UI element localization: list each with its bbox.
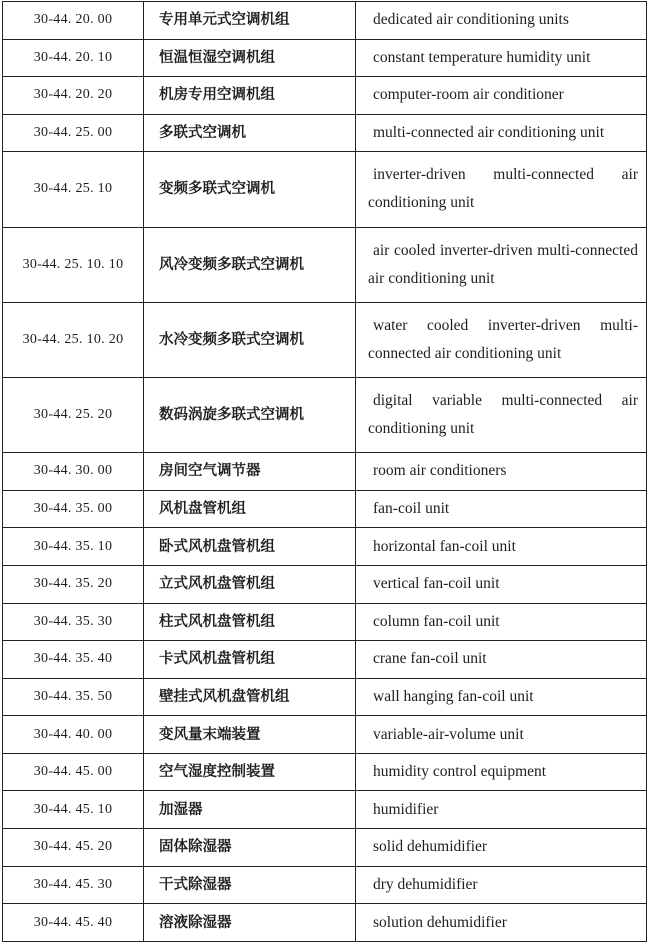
english-name-cell: constant temperature humidity unit [356, 39, 647, 77]
code-cell: 30-44. 45. 00 [3, 753, 144, 791]
table-row [3, 904, 647, 942]
code-cell: 30-44. 20. 00 [3, 2, 144, 40]
english-name-cell: air cooled inverter-driven multi-connected air conditioning unit [356, 227, 647, 302]
code-cell: 30-44. 45. 40 [3, 904, 144, 942]
table-row [3, 716, 647, 754]
english-name-cell: computer-room air conditioner [356, 77, 647, 115]
chinese-name-cell: 多联式空调机 [144, 114, 356, 152]
chinese-name-cell: 恒温恒湿空调机组 [144, 39, 356, 77]
chinese-name-cell: 专用单元式空调机组 [144, 2, 356, 40]
english-name-cell: variable-air-volume unit [356, 716, 647, 754]
table-row [3, 2, 647, 40]
table-row [3, 528, 647, 566]
code-cell: 30-44. 45. 10 [3, 791, 144, 829]
table-row [3, 77, 647, 115]
english-name-cell: humidity control equipment [356, 753, 647, 791]
chinese-name-cell: 水冷变频多联式空调机 [144, 302, 356, 377]
code-cell: 30-44. 35. 40 [3, 641, 144, 679]
chinese-name-cell: 柱式风机盘管机组 [144, 603, 356, 641]
table-row [3, 490, 647, 528]
english-name-cell: humidifier [356, 791, 647, 829]
table-row [3, 866, 647, 904]
chinese-name-cell: 变风量末端装置 [144, 716, 356, 754]
english-name-cell: crane fan-coil unit [356, 641, 647, 679]
code-cell: 30-44. 40. 00 [3, 716, 144, 754]
table-row [3, 678, 647, 716]
table-row [3, 565, 647, 603]
code-cell: 30-44. 45. 30 [3, 866, 144, 904]
table-row [3, 791, 647, 829]
table-row [3, 302, 647, 377]
table-row [3, 39, 647, 77]
code-cell: 30-44. 35. 30 [3, 603, 144, 641]
english-name-cell: room air conditioners [356, 453, 647, 491]
chinese-name-cell: 卧式风机盘管机组 [144, 528, 356, 566]
code-cell: 30-44. 35. 50 [3, 678, 144, 716]
code-cell: 30-44. 20. 10 [3, 39, 144, 77]
table-row [3, 753, 647, 791]
chinese-name-cell: 房间空气调节器 [144, 453, 356, 491]
classification-table [2, 1, 647, 942]
code-cell: 30-44. 20. 20 [3, 77, 144, 115]
code-cell: 30-44. 25. 10. 10 [3, 227, 144, 302]
english-name-cell: solid dehumidifier [356, 829, 647, 867]
chinese-name-cell: 空气湿度控制装置 [144, 753, 356, 791]
code-cell: 30-44. 25. 10 [3, 152, 144, 227]
table-row [3, 829, 647, 867]
english-name-cell: fan-coil unit [356, 490, 647, 528]
chinese-name-cell: 溶液除湿器 [144, 904, 356, 942]
chinese-name-cell: 立式风机盘管机组 [144, 565, 356, 603]
code-cell: 30-44. 25. 00 [3, 114, 144, 152]
chinese-name-cell: 卡式风机盘管机组 [144, 641, 356, 679]
english-name-cell: vertical fan-coil unit [356, 565, 647, 603]
code-cell: 30-44. 30. 00 [3, 453, 144, 491]
table-row [3, 453, 647, 491]
english-name-cell: water cooled inverter-driven multi-connected air conditioning unit [356, 302, 647, 377]
chinese-name-cell: 壁挂式风机盘管机组 [144, 678, 356, 716]
chinese-name-cell: 数码涡旋多联式空调机 [144, 377, 356, 452]
classification-table-container [2, 1, 647, 942]
table-row [3, 603, 647, 641]
chinese-name-cell: 机房专用空调机组 [144, 77, 356, 115]
chinese-name-cell: 固体除湿器 [144, 829, 356, 867]
english-name-cell: multi-connected air conditioning unit [356, 114, 647, 152]
table-row [3, 641, 647, 679]
table-row [3, 227, 647, 302]
english-name-cell: wall hanging fan-coil unit [356, 678, 647, 716]
table-row [3, 377, 647, 452]
code-cell: 30-44. 35. 00 [3, 490, 144, 528]
code-cell: 30-44. 25. 20 [3, 377, 144, 452]
code-cell: 30-44. 35. 20 [3, 565, 144, 603]
code-cell: 30-44. 35. 10 [3, 528, 144, 566]
chinese-name-cell: 干式除湿器 [144, 866, 356, 904]
chinese-name-cell: 加湿器 [144, 791, 356, 829]
code-cell: 30-44. 25. 10. 20 [3, 302, 144, 377]
english-name-cell: inverter-driven multi-connected air conditioning unit [356, 152, 647, 227]
table-row [3, 114, 647, 152]
chinese-name-cell: 风冷变频多联式空调机 [144, 227, 356, 302]
code-cell: 30-44. 45. 20 [3, 829, 144, 867]
chinese-name-cell: 变频多联式空调机 [144, 152, 356, 227]
table-row [3, 152, 647, 227]
english-name-cell: column fan-coil unit [356, 603, 647, 641]
english-name-cell: horizontal fan-coil unit [356, 528, 647, 566]
english-name-cell: dry dehumidifier [356, 866, 647, 904]
english-name-cell: dedicated air conditioning units [356, 2, 647, 40]
english-name-cell: solution dehumidifier [356, 904, 647, 942]
english-name-cell: digital variable multi-connected air conditioning unit [356, 377, 647, 452]
chinese-name-cell: 风机盘管机组 [144, 490, 356, 528]
